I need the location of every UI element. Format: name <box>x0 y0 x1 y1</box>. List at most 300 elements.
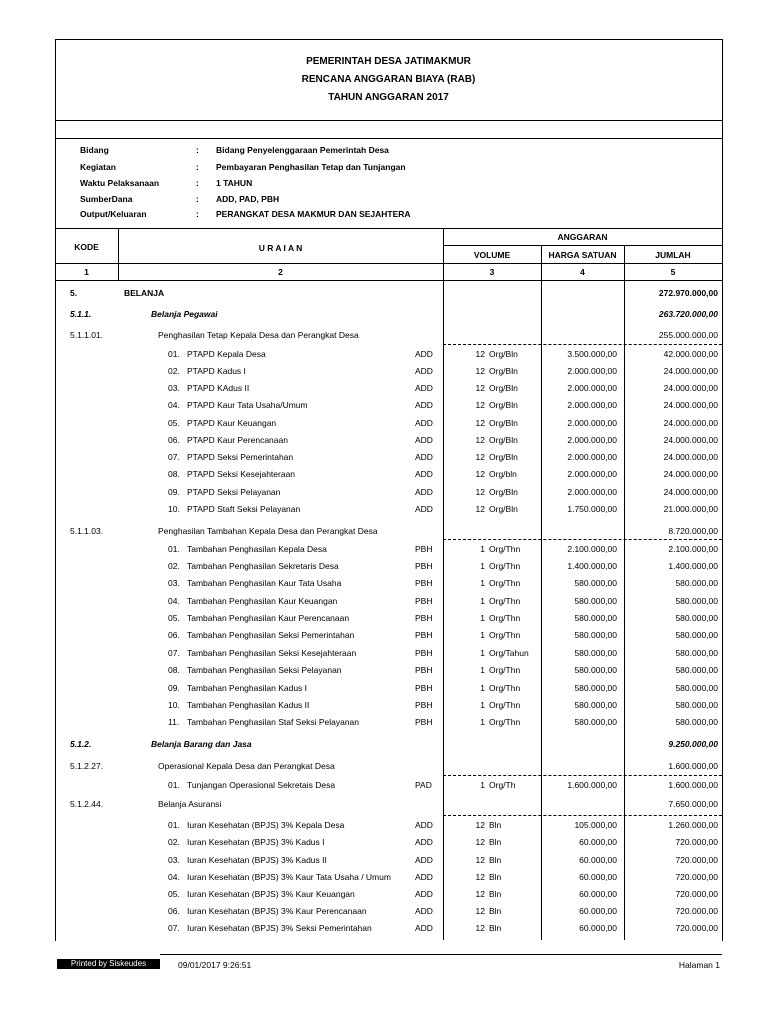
info-sep: : <box>196 178 199 188</box>
item-uraian: PTAPD Seksi Pemerintahan <box>187 452 294 462</box>
item-satuan: Org/Thn <box>489 717 521 727</box>
row-jumlah: 8.720.000,00 <box>668 526 718 536</box>
item-harga-satuan: 105.000,00 <box>574 820 617 830</box>
item-volume: 12 <box>475 435 485 445</box>
item-sumber-dana: PAD <box>415 780 432 790</box>
item-jumlah: 1.260.000,00 <box>668 820 718 830</box>
item-volume: 1 <box>480 596 485 606</box>
info-sep: : <box>196 145 199 155</box>
row-kode: 5.1.1. <box>70 309 92 319</box>
item-row <box>0 487 768 504</box>
item-sumber-dana: ADD <box>415 855 433 865</box>
item-jumlah: 720.000,00 <box>675 889 718 899</box>
item-harga-satuan: 580.000,00 <box>574 700 617 710</box>
item-harga-satuan: 580.000,00 <box>574 683 617 693</box>
item-volume: 12 <box>475 855 485 865</box>
item-jumlah: 24.000.000,00 <box>663 487 718 497</box>
item-sumber-dana: ADD <box>415 469 433 479</box>
item-volume: 12 <box>475 383 485 393</box>
item-row <box>0 596 768 613</box>
item-harga-satuan: 2.000.000,00 <box>567 383 617 393</box>
item-harga-satuan: 580.000,00 <box>574 648 617 658</box>
item-uraian: Tambahan Penghasilan Kaur Perencanaan <box>187 613 350 623</box>
item-satuan: Org/Thn <box>489 596 521 606</box>
item-sumber-dana: ADD <box>415 400 433 410</box>
header-num-4: 4 <box>580 267 585 277</box>
item-harga-satuan: 580.000,00 <box>574 665 617 675</box>
item-sumber-dana: ADD <box>415 435 433 445</box>
item-row <box>0 923 768 940</box>
item-uraian: PTAPD Kaur Keuangan <box>187 418 277 428</box>
item-row <box>0 717 768 734</box>
row-kode: 5.1.1.01. <box>70 330 104 340</box>
item-uraian: Iuran Kesehatan (BPJS) 3% Kaur Perencanaan <box>187 906 367 916</box>
item-jumlah: 580.000,00 <box>675 630 718 640</box>
item-number: 02. <box>168 561 180 571</box>
item-number: 02. <box>168 366 180 376</box>
item-row <box>0 435 768 452</box>
item-volume: 1 <box>480 578 485 588</box>
item-satuan: Org/Thn <box>489 613 521 623</box>
dashed-divider <box>443 539 722 540</box>
item-uraian: Iuran Kesehatan (BPJS) 3% Kaur Tata Usaha / Umum <box>187 872 391 882</box>
info-label: Bidang <box>80 145 109 155</box>
item-number: 02. <box>168 837 180 847</box>
item-uraian: PTAPD Kepala Desa <box>187 349 266 359</box>
item-harga-satuan: 3.500.000,00 <box>567 349 617 359</box>
item-volume: 1 <box>480 780 485 790</box>
item-uraian: Tambahan Penghasilan Seksi Pemerintahan <box>187 630 355 640</box>
item-harga-satuan: 2.000.000,00 <box>567 469 617 479</box>
item-harga-satuan: 60.000,00 <box>579 855 617 865</box>
item-jumlah: 720.000,00 <box>675 906 718 916</box>
item-uraian: PTAPD Staft Seksi Pelayanan <box>187 504 301 514</box>
item-uraian: Tambahan Penghasilan Staf Seksi Pelayanan <box>187 717 360 727</box>
item-harga-satuan: 2.100.000,00 <box>567 544 617 554</box>
item-jumlah: 24.000.000,00 <box>663 435 718 445</box>
item-sumber-dana: ADD <box>415 487 433 497</box>
print-datetime: 09/01/2017 9:26:51 <box>178 960 252 970</box>
table-top-border <box>55 228 722 229</box>
item-uraian: Iuran Kesehatan (BPJS) 3% Kadus I <box>187 837 325 847</box>
item-number: 08. <box>168 469 180 479</box>
item-satuan: Org/Thn <box>489 665 521 675</box>
item-jumlah: 24.000.000,00 <box>663 418 718 428</box>
row-uraian: Penghasilan Tambahan Kepala Desa dan Perangkat Desa <box>158 526 378 536</box>
info-label: Waktu Pelaksanaan <box>80 178 160 188</box>
item-harga-satuan: 1.750.000,00 <box>567 504 617 514</box>
info-value: ADD, PAD, PBH <box>216 194 280 204</box>
header-num-1: 1 <box>84 267 89 277</box>
item-volume: 1 <box>480 665 485 675</box>
row-kode: 5.1.1.03. <box>70 526 104 536</box>
item-number: 09. <box>168 683 180 693</box>
row-uraian: BELANJA <box>124 288 165 298</box>
item-harga-satuan: 60.000,00 <box>579 837 617 847</box>
item-sumber-dana: PBH <box>415 648 433 658</box>
row-jumlah: 9.250.000,00 <box>668 739 718 749</box>
item-number: 10. <box>168 700 180 710</box>
item-uraian: Iuran Kesehatan (BPJS) 3% Kaur Keuangan <box>187 889 355 899</box>
item-row <box>0 872 768 889</box>
item-row <box>0 469 768 486</box>
item-number: 06. <box>168 906 180 916</box>
dashed-divider <box>443 815 722 816</box>
item-row <box>0 452 768 469</box>
item-uraian: Iuran Kesehatan (BPJS) 3% Kadus II <box>187 855 327 865</box>
item-uraian: PTAPD Seksi Pelayanan <box>187 487 281 497</box>
item-satuan: Bln <box>489 820 502 830</box>
item-number: 01. <box>168 349 180 359</box>
printed-by-badge: Printed by Siskeudes <box>57 959 160 969</box>
item-volume: 12 <box>475 820 485 830</box>
item-jumlah: 720.000,00 <box>675 872 718 882</box>
item-volume: 12 <box>475 469 485 479</box>
section-row <box>0 288 768 305</box>
info-value: Pembayaran Penghasilan Tetap dan Tunjangan <box>216 162 406 172</box>
item-sumber-dana: ADD <box>415 366 433 376</box>
item-number: 06. <box>168 435 180 445</box>
header-num-3: 3 <box>489 267 495 277</box>
item-number: 08. <box>168 665 180 675</box>
item-satuan: Org/Bln <box>489 383 518 393</box>
header-anggaran: ANGGARAN <box>557 232 608 242</box>
item-harga-satuan: 1.400.000,00 <box>567 561 617 571</box>
item-satuan: Org/Thn <box>489 683 521 693</box>
row-jumlah: 7.650.000,00 <box>668 799 718 809</box>
item-satuan: Bln <box>489 906 502 916</box>
info-sep: : <box>196 194 199 204</box>
item-harga-satuan: 2.000.000,00 <box>567 366 617 376</box>
item-harga-satuan: 580.000,00 <box>574 630 617 640</box>
section-row <box>0 799 768 816</box>
item-harga-satuan: 580.000,00 <box>574 717 617 727</box>
item-row <box>0 578 768 595</box>
item-jumlah: 580.000,00 <box>675 665 718 675</box>
item-row <box>0 837 768 854</box>
item-volume: 12 <box>475 349 485 359</box>
item-number: 07. <box>168 452 180 462</box>
item-volume: 12 <box>475 923 485 933</box>
item-jumlah: 21.000.000,00 <box>663 504 718 514</box>
item-jumlah: 24.000.000,00 <box>663 469 718 479</box>
info-label: SumberDana <box>80 194 133 204</box>
item-satuan: Org/Bln <box>489 366 518 376</box>
doc-title-line3: TAHUN ANGGARAN 2017 <box>328 92 449 103</box>
item-satuan: Org/Thn <box>489 561 521 571</box>
item-row <box>0 504 768 521</box>
item-jumlah: 580.000,00 <box>675 613 718 623</box>
item-satuan: Org/Thn <box>489 544 521 554</box>
item-sumber-dana: ADD <box>415 872 433 882</box>
footer-line <box>160 954 722 955</box>
item-sumber-dana: ADD <box>415 923 433 933</box>
row-kode: 5.1.2.27. <box>70 761 104 771</box>
item-sumber-dana: PBH <box>415 613 433 623</box>
info-sep: : <box>196 209 199 219</box>
item-volume: 12 <box>475 837 485 847</box>
item-row <box>0 383 768 400</box>
item-uraian: Tambahan Penghasilan Seksi Pelayanan <box>187 665 342 675</box>
item-jumlah: 580.000,00 <box>675 648 718 658</box>
item-uraian: Tambahan Penghasilan Seksi Kesejahteraan <box>187 648 357 658</box>
dashed-divider <box>443 775 722 776</box>
item-row <box>0 820 768 837</box>
item-sumber-dana: PBH <box>415 561 433 571</box>
section-row <box>0 739 768 756</box>
item-harga-satuan: 60.000,00 <box>579 923 617 933</box>
item-jumlah: 580.000,00 <box>675 683 718 693</box>
item-jumlah: 720.000,00 <box>675 855 718 865</box>
item-jumlah: 1.400.000,00 <box>668 561 718 571</box>
item-row <box>0 780 768 797</box>
divider <box>55 138 722 139</box>
item-sumber-dana: ADD <box>415 889 433 899</box>
item-satuan: Org/Bln <box>489 487 518 497</box>
row-uraian: Belanja Barang dan Jasa <box>151 739 252 749</box>
item-satuan: Org/Thn <box>489 630 521 640</box>
item-number: 04. <box>168 400 180 410</box>
table-header-divider <box>55 263 722 264</box>
item-uraian: Iuran Kesehatan (BPJS) 3% Seksi Pemerintahan <box>187 923 372 933</box>
row-jumlah: 1.600.000,00 <box>668 761 718 771</box>
item-jumlah: 580.000,00 <box>675 596 718 606</box>
item-uraian: PTAPD Seksi Kesejahteraan <box>187 469 296 479</box>
item-uraian: Tambahan Penghasilan Kadus II <box>187 700 310 710</box>
item-sumber-dana: PBH <box>415 544 433 554</box>
item-satuan: Org/Thn <box>489 700 521 710</box>
item-sumber-dana: PBH <box>415 630 433 640</box>
header-kode: KODE <box>74 242 99 252</box>
item-sumber-dana: ADD <box>415 452 433 462</box>
item-sumber-dana: PBH <box>415 717 433 727</box>
item-sumber-dana: PBH <box>415 700 433 710</box>
item-row <box>0 906 768 923</box>
item-row <box>0 648 768 665</box>
item-volume: 1 <box>480 648 485 658</box>
item-satuan: Org/Bln <box>489 349 518 359</box>
item-harga-satuan: 60.000,00 <box>579 906 617 916</box>
divider <box>55 120 722 121</box>
item-sumber-dana: ADD <box>415 820 433 830</box>
item-jumlah: 24.000.000,00 <box>663 400 718 410</box>
row-kode: 5.1.2.44. <box>70 799 104 809</box>
item-uraian: PTAPD KAdus II <box>187 383 250 393</box>
item-number: 05. <box>168 418 180 428</box>
header-volume: VOLUME <box>473 250 511 260</box>
anggaran-divider <box>443 245 722 246</box>
table-number-divider <box>55 280 722 281</box>
item-sumber-dana: ADD <box>415 837 433 847</box>
item-harga-satuan: 1.600.000,00 <box>567 780 617 790</box>
item-uraian: PTAPD Kaur Tata Usaha/Umum <box>187 400 308 410</box>
item-satuan: Org/Th <box>489 780 516 790</box>
item-volume: 1 <box>480 717 485 727</box>
item-satuan: Org/Bln <box>489 452 518 462</box>
section-row <box>0 526 768 543</box>
item-jumlah: 1.600.000,00 <box>668 780 718 790</box>
info-label: Kegiatan <box>80 162 116 172</box>
item-row <box>0 613 768 630</box>
item-number: 01. <box>168 780 180 790</box>
item-uraian: Tambahan Penghasilan Kadus I <box>187 683 308 693</box>
item-number: 03. <box>168 855 180 865</box>
item-volume: 12 <box>475 418 485 428</box>
item-sumber-dana: PBH <box>415 596 433 606</box>
row-kode: 5.1.2. <box>70 739 92 749</box>
item-row <box>0 544 768 561</box>
item-harga-satuan: 60.000,00 <box>579 872 617 882</box>
item-row <box>0 700 768 717</box>
info-value: PERANGKAT DESA MAKMUR DAN SEJAHTERA <box>216 209 411 219</box>
header-num-2: 2 <box>278 267 283 277</box>
item-uraian: Tunjangan Operasional Sekretais Desa <box>187 780 336 790</box>
item-satuan: Bln <box>489 923 502 933</box>
row-jumlah: 263.720.000,00 <box>658 309 718 319</box>
item-volume: 12 <box>475 872 485 882</box>
item-satuan: Bln <box>489 837 502 847</box>
doc-title-line2: RENCANA ANGGARAN BIAYA (RAB) <box>301 74 476 85</box>
item-uraian: Tambahan Penghasilan Sekretaris Desa <box>187 561 339 571</box>
item-harga-satuan: 2.000.000,00 <box>567 435 617 445</box>
item-satuan: Org/Thn <box>489 578 521 588</box>
item-jumlah: 24.000.000,00 <box>663 366 718 376</box>
item-volume: 12 <box>475 452 485 462</box>
item-volume: 1 <box>480 683 485 693</box>
item-uraian: Tambahan Penghasilan Kaur Keuangan <box>187 596 338 606</box>
item-number: 03. <box>168 578 180 588</box>
item-row <box>0 889 768 906</box>
item-volume: 12 <box>475 487 485 497</box>
row-uraian: Penghasilan Tetap Kepala Desa dan Perangkat Desa <box>158 330 359 340</box>
item-satuan: Bln <box>489 872 502 882</box>
item-satuan: Bln <box>489 889 502 899</box>
item-row <box>0 630 768 647</box>
item-jumlah: 580.000,00 <box>675 700 718 710</box>
item-row <box>0 855 768 872</box>
item-row <box>0 349 768 366</box>
item-satuan: Org/bln <box>489 469 517 479</box>
info-value: 1 TAHUN <box>216 178 253 188</box>
item-satuan: Org/Bln <box>489 435 518 445</box>
item-number: 01. <box>168 544 180 554</box>
item-jumlah: 580.000,00 <box>675 717 718 727</box>
item-uraian: PTAPD Kadus I <box>187 366 246 376</box>
item-harga-satuan: 580.000,00 <box>574 613 617 623</box>
item-jumlah: 720.000,00 <box>675 923 718 933</box>
row-kode: 5. <box>70 288 78 298</box>
item-sumber-dana: ADD <box>415 349 433 359</box>
item-harga-satuan: 2.000.000,00 <box>567 418 617 428</box>
item-harga-satuan: 60.000,00 <box>579 889 617 899</box>
item-row <box>0 683 768 700</box>
header-num-5: 5 <box>670 267 676 277</box>
item-row <box>0 561 768 578</box>
info-label: Output/Keluaran <box>80 209 147 219</box>
page-number: Halaman 1 <box>678 960 720 970</box>
item-number: 06. <box>168 630 180 640</box>
item-number: 05. <box>168 613 180 623</box>
item-number: 05. <box>168 889 180 899</box>
doc-title-line1: PEMERINTAH DESA JATIMAKMUR <box>306 56 471 67</box>
item-volume: 12 <box>475 504 485 514</box>
item-volume: 1 <box>480 613 485 623</box>
item-number: 04. <box>168 872 180 882</box>
item-number: 09. <box>168 487 180 497</box>
item-row <box>0 665 768 682</box>
item-satuan: Org/Bln <box>489 504 518 514</box>
item-jumlah: 24.000.000,00 <box>663 452 718 462</box>
item-jumlah: 24.000.000,00 <box>663 383 718 393</box>
item-number: 07. <box>168 923 180 933</box>
row-uraian: Belanja Asuransi <box>158 799 222 809</box>
item-satuan: Org/Bln <box>489 400 518 410</box>
item-sumber-dana: ADD <box>415 906 433 916</box>
info-sep: : <box>196 162 199 172</box>
item-volume: 1 <box>480 630 485 640</box>
item-number: 03. <box>168 383 180 393</box>
item-jumlah: 580.000,00 <box>675 578 718 588</box>
item-uraian: Tambahan Penghasilan Kaur Tata Usaha <box>187 578 342 588</box>
item-sumber-dana: PBH <box>415 683 433 693</box>
item-satuan: Org/Tahun <box>489 648 529 658</box>
header-harga-satuan: HARGA SATUAN <box>548 250 617 260</box>
item-row <box>0 418 768 435</box>
item-row <box>0 400 768 417</box>
row-uraian: Belanja Pegawai <box>151 309 218 319</box>
row-jumlah: 255.000.000,00 <box>658 330 718 340</box>
item-volume: 12 <box>475 889 485 899</box>
item-sumber-dana: ADD <box>415 504 433 514</box>
item-number: 10. <box>168 504 180 514</box>
header-jumlah: JUMLAH <box>655 250 691 260</box>
item-harga-satuan: 2.000.000,00 <box>567 452 617 462</box>
section-row <box>0 309 768 326</box>
item-jumlah: 720.000,00 <box>675 837 718 847</box>
item-harga-satuan: 2.000.000,00 <box>567 487 617 497</box>
item-harga-satuan: 580.000,00 <box>574 596 617 606</box>
item-uraian: PTAPD Kaur Perencanaan <box>187 435 288 445</box>
item-number: 07. <box>168 648 180 658</box>
item-jumlah: 2.100.000,00 <box>668 544 718 554</box>
item-harga-satuan: 580.000,00 <box>574 578 617 588</box>
row-jumlah: 272.970.000,00 <box>658 288 718 298</box>
item-harga-satuan: 2.000.000,00 <box>567 400 617 410</box>
item-jumlah: 42.000.000,00 <box>663 349 718 359</box>
row-uraian: Operasional Kepala Desa dan Perangkat Desa <box>158 761 335 771</box>
item-uraian: Iuran Kesehatan (BPJS) 3% Kepala Desa <box>187 820 345 830</box>
item-uraian: Tambahan Penghasilan Kepala Desa <box>187 544 327 554</box>
item-number: 04. <box>168 596 180 606</box>
info-value: Bidang Penyelenggaraan Pemerintah Desa <box>216 145 389 155</box>
item-sumber-dana: ADD <box>415 418 433 428</box>
item-sumber-dana: ADD <box>415 383 433 393</box>
item-number: 11. <box>168 717 180 727</box>
header-uraian: U R A I A N <box>258 243 303 253</box>
item-satuan: Org/Bln <box>489 418 518 428</box>
dashed-divider <box>443 344 722 345</box>
item-volume: 12 <box>475 906 485 916</box>
item-sumber-dana: PBH <box>415 665 433 675</box>
item-volume: 12 <box>475 400 485 410</box>
item-number: 01. <box>168 820 180 830</box>
item-volume: 1 <box>480 544 485 554</box>
item-volume: 12 <box>475 366 485 376</box>
item-volume: 1 <box>480 700 485 710</box>
item-sumber-dana: PBH <box>415 578 433 588</box>
item-row <box>0 366 768 383</box>
item-satuan: Bln <box>489 855 502 865</box>
